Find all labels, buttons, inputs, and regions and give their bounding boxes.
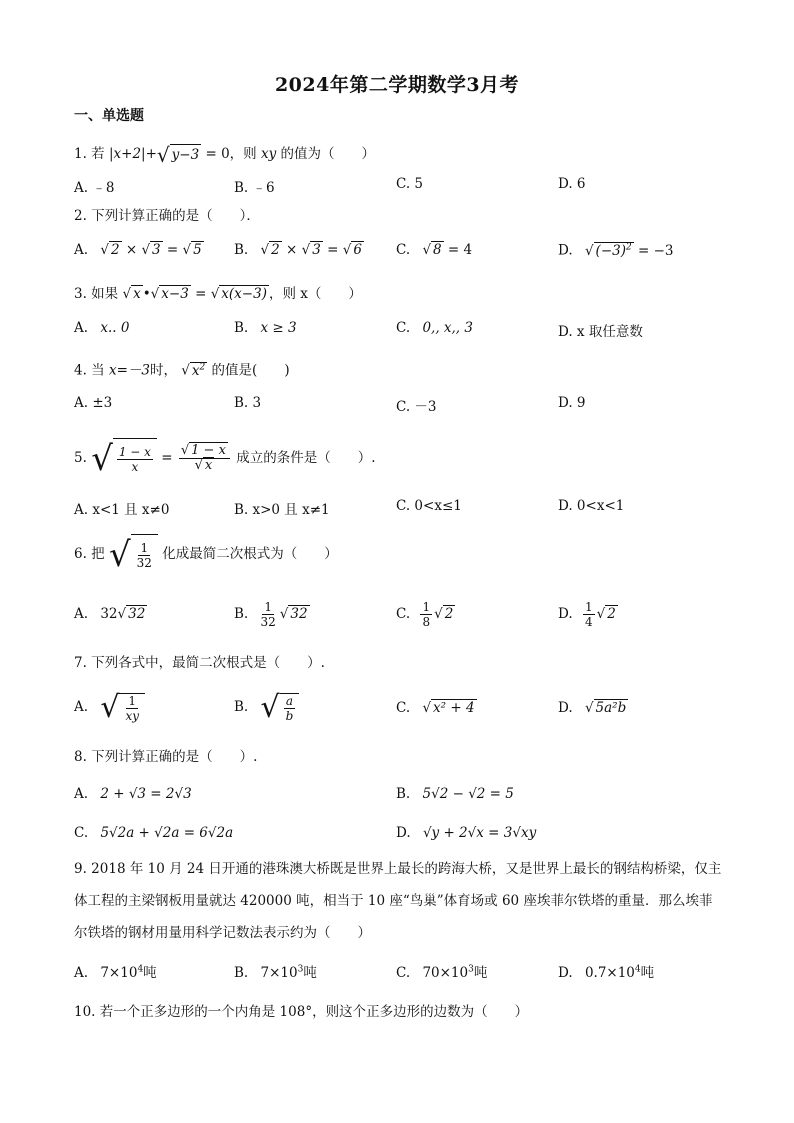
- q5-option-b[interactable]: B. x>0 且 x≠1: [234, 502, 330, 518]
- q5-option-c[interactable]: C. 0<x≤1: [396, 498, 462, 514]
- q5-option-a[interactable]: A. x<1 且 x≠0: [74, 502, 170, 518]
- q2-option-d[interactable]: D. √ $(-3)^2 = -3$: [558, 242, 674, 259]
- q1-stem-b: = 0，则: [205, 146, 257, 162]
- question-1: [74, 144, 375, 165]
- page-title: 2024年第二学期数学3月考: [274, 74, 520, 96]
- q1-xy: xy: [260, 146, 277, 162]
- q1-abs-expr: |x+2|+: [108, 146, 157, 162]
- q4-option-a[interactable]: A. ±3: [74, 395, 113, 411]
- q4-option-c[interactable]: C. －3: [396, 399, 437, 415]
- q9-option-b[interactable]: B. $7\times 10^3$吨: [234, 964, 317, 981]
- question-4: 4. 当 x=－3时， √ $x^2$ 的值是( ): [74, 362, 290, 379]
- question-8: 8. 下列计算正确的是（ ）.: [74, 749, 258, 765]
- q8-options-row2: [74, 825, 734, 849]
- q1-option-c[interactable]: C. 5: [396, 176, 424, 192]
- q3-option-d[interactable]: D. x 取任意数: [558, 324, 643, 340]
- q1-stem-a: 1. 若: [74, 146, 105, 162]
- q8-option-b[interactable]: B. 5√2 − √2 = 5: [396, 786, 514, 802]
- q9-option-d[interactable]: D. $0.7\times 10^4$吨: [558, 964, 655, 981]
- question-2: 2. 下列计算正确的是（ ）．: [74, 208, 260, 224]
- q6-options: [74, 600, 734, 634]
- question-7: 7. 下列各式中，最简二次根式是（ ）.: [74, 655, 325, 671]
- question-6: 6. 把 √ $\frac{1}{32}$ 化成最简二次根式为（ ）: [74, 534, 338, 575]
- q9-option-a[interactable]: A. $7\times 10^4$吨: [74, 964, 157, 981]
- q7-option-b[interactable]: B. √ $\frac{a}{b}$: [234, 690, 299, 725]
- q8-options-row1: [74, 786, 734, 810]
- q7-option-c[interactable]: C. √ x² + 4: [396, 700, 475, 716]
- q2-options: [74, 242, 734, 266]
- q7-options: [74, 690, 734, 730]
- q3-options: [74, 320, 734, 344]
- q3-option-c[interactable]: C. 0,, x,, 3: [396, 320, 473, 336]
- q1-stem-c: 的值为（ ）: [280, 146, 376, 162]
- q1-option-a[interactable]: A. ﹣8: [74, 180, 115, 196]
- q7-option-a[interactable]: A. √ $\frac{1}{xy}$: [74, 690, 145, 725]
- q6-option-b[interactable]: B. $\frac{1}{32}$ √ 32: [234, 600, 308, 629]
- q8-option-d[interactable]: D. √y + 2√x = 3√xy: [396, 825, 537, 841]
- question-3: 3. 如果 √ x •√ x−3 = √ x(x−3) ，则 x（ ）: [74, 286, 362, 302]
- q1-sqrt: √ y−3: [156, 142, 200, 167]
- q2-option-c[interactable]: C. √ 8 = 4: [396, 242, 473, 258]
- question-9: 9. 2018 年 10 月 24 日开通的港珠澳大桥既是世界上最长的跨海大桥，又是世界上最长的钢结构桥梁，仅主体工程的主梁钢板用量就达 420000 吨，相当于 10 座“鸟巢”体育场或 60 座埃菲尔铁塔的重量．那么埃菲尔铁塔的钢材用量用科学记数法表示约为（ ）: [74, 861, 722, 941]
- q2-option-a[interactable]: A. √ 2 × √ 3 = √ 5: [74, 242, 202, 258]
- q6-option-c[interactable]: C. $\frac{1}{8}$ √ 2: [396, 600, 454, 629]
- q6-option-d[interactable]: D. $\frac{1}{4}$ √ 2: [558, 600, 616, 629]
- q8-option-a[interactable]: A. 2 + √3 = 2√3: [74, 786, 192, 802]
- q2-option-b[interactable]: B. √ 2 × √ 3 = √ 6: [234, 242, 362, 258]
- q8-option-c[interactable]: C. 5√2a + √2a = 6√2a: [74, 825, 234, 841]
- q4-option-d[interactable]: D. 9: [558, 395, 586, 411]
- q1-option-d[interactable]: D. 6: [558, 176, 586, 192]
- question-5: 5. √ $\frac{1 - x}{x}$ = $\frac{√ 1 - x}{√ x}$ 成立的条件是（ ）.: [74, 438, 376, 479]
- question-10: 10. 若一个正多边形的一个内角是 108°，则这个正多边形的边数为（ ）: [74, 1004, 529, 1020]
- q1-options: [74, 176, 734, 200]
- q5-options: [74, 498, 734, 522]
- q4-options: [74, 395, 734, 419]
- q3-option-b[interactable]: B. x ≥ 3: [234, 320, 297, 336]
- section-heading: 一、单选题: [74, 108, 144, 124]
- q9-option-c[interactable]: C. $70\times 10^3$吨: [396, 964, 488, 981]
- q1-option-b[interactable]: B. ﹣6: [234, 180, 275, 196]
- q9-options: [74, 961, 734, 985]
- q4-option-b[interactable]: B. 3: [234, 395, 262, 411]
- q6-option-a[interactable]: A. 32√ 32: [74, 606, 146, 622]
- q7-option-d[interactable]: D. √ 5a²b: [558, 700, 627, 716]
- q3-option-a[interactable]: A. x.. 0: [74, 320, 130, 336]
- q5-option-d[interactable]: D. 0<x<1: [558, 498, 625, 514]
